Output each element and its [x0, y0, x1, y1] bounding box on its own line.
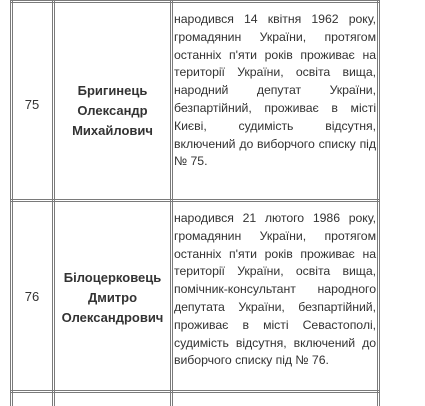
- candidate-first-name: Олександр: [77, 103, 148, 118]
- row-divider-bottom-b: [10, 392, 380, 393]
- candidate-description: народився 21 лютого 1986 року, громадянин України, протягом останніх п'яти років проживає на території України, освіта вища, помічник-консультант народного депутата України, безпартійний, проживає в місті Севастополі, судимість відсутня, включений до виборчого списку під № 76.: [174, 211, 376, 368]
- candidate-surname: Білоцерковець: [63, 270, 162, 285]
- candidate-patronymic: Михайлович: [72, 123, 153, 138]
- row-number: 76: [24, 289, 40, 304]
- column-divider-2b: [172, 0, 173, 406]
- table-border-left-outer: [10, 0, 11, 406]
- row-divider-mid-b: [10, 201, 380, 202]
- table-border-right-inner: [377, 0, 378, 406]
- row-divider-bottom-a: [10, 390, 380, 391]
- candidate-first-name: Дмитро: [87, 290, 138, 305]
- candidate-patronymic: Олександрович: [61, 310, 164, 325]
- row-divider-mid-a: [10, 199, 380, 200]
- column-divider-1a: [52, 0, 53, 406]
- row-divider-top-a: [10, 0, 380, 1]
- row-divider-top-b: [10, 2, 380, 3]
- table-border-right-outer: [379, 0, 380, 406]
- candidate-surname: Бригинець: [77, 83, 148, 98]
- column-divider-1b: [54, 0, 55, 406]
- column-divider-2a: [170, 0, 171, 406]
- candidate-name: [55, 81, 170, 141]
- table-border-left-inner: [12, 0, 13, 406]
- candidate-name: [55, 268, 170, 328]
- row-number: 75: [24, 97, 40, 112]
- candidate-description: народився 14 квітня 1962 року, громадянин України, протягом останніх п'яти років проживає на території України, освіта вища, народний депутат України, безпартійний, проживає в місті Києві, судимість відсутня, включений до виборчого списку під № 75.: [174, 12, 376, 169]
